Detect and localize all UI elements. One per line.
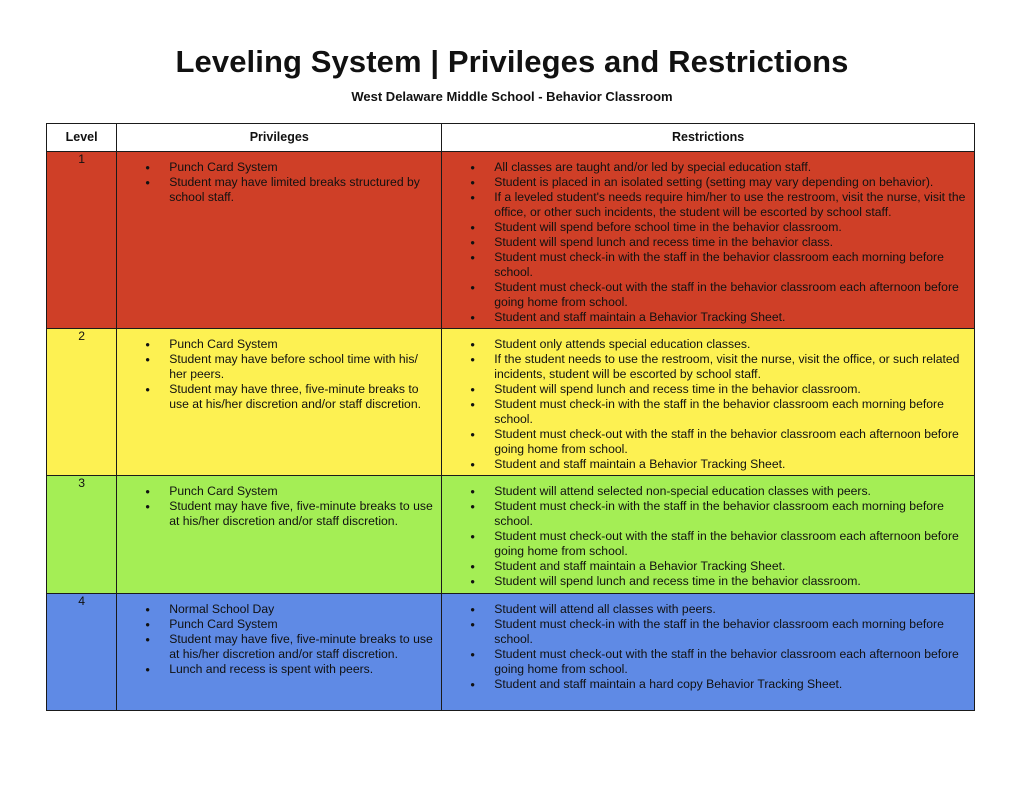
restriction-item: ● Student and staff maintain a Behavior Tracking Sheet. — [442, 457, 970, 472]
restriction-item: ● Student must check-in with the staff in the behavior classroom each morning before school. — [442, 499, 970, 529]
restriction-item: ● Student must check-in with the staff in the behavior classroom each morning before school. — [442, 617, 970, 647]
leveling-table — [46, 123, 975, 711]
restriction-item: ● Student will attend all classes with peers. — [442, 602, 970, 617]
privileges-list — [117, 476, 441, 529]
page-title: Leveling System | Privileges and Restrictions — [175, 44, 849, 79]
privilege-item: ● Student may have three, five-minute breaks to use at his/her discretion and/or staff discretion. — [117, 382, 437, 412]
column-header-privileges: Privileges — [117, 124, 442, 152]
table-row — [47, 594, 975, 711]
level-number: 2 — [47, 329, 117, 476]
table-row — [47, 476, 975, 594]
restrictions-cell — [442, 594, 975, 711]
restriction-item: ● Student only attends special education classes. — [442, 337, 970, 352]
privilege-item: ● Punch Card System — [117, 617, 437, 632]
restrictions-cell — [442, 329, 975, 476]
privileges-cell — [117, 329, 442, 476]
restrictions-list — [442, 594, 974, 692]
column-header-restrictions: Restrictions — [442, 124, 975, 152]
privilege-item: ● Lunch and recess is spent with peers. — [117, 662, 437, 677]
restriction-item: ● Student must check-out with the staff in the behavior classroom each afternoon before going home from school. — [442, 529, 970, 559]
restrictions-list — [442, 476, 974, 589]
restriction-item: ● Student will spend lunch and recess time in the behavior classroom. — [442, 574, 970, 589]
restrictions-cell — [442, 476, 975, 594]
restriction-item: ● Student and staff maintain a Behavior Tracking Sheet. — [442, 310, 970, 325]
level-number: 3 — [47, 476, 117, 594]
restriction-item: ● Student is placed in an isolated setting (setting may vary depending on behavior). — [442, 175, 970, 190]
privileges-cell — [117, 476, 442, 594]
restrictions-list — [442, 152, 974, 325]
privilege-item: ● Punch Card System — [117, 160, 437, 175]
restriction-item: ● Student must check-out with the staff in the behavior classroom each afternoon before going home from school. — [442, 647, 970, 677]
restrictions-cell — [442, 152, 975, 329]
privilege-item: ● Student may have limited breaks structured by school staff. — [117, 175, 437, 205]
restriction-item: ● Student must check-out with the staff in the behavior classroom each afternoon before going home from school. — [442, 280, 970, 310]
restriction-item: ● If a leveled student's needs require him/her to use the restroom, visit the nurse, visit the office, or other such incidents, the student will be escorted by school staff. — [442, 190, 970, 220]
restriction-item: ● Student will spend lunch and recess time in the behavior classroom. — [442, 382, 970, 397]
restriction-item: ● Student and staff maintain a hard copy Behavior Tracking Sheet. — [442, 677, 970, 692]
privileges-list — [117, 152, 441, 205]
level-number: 1 — [47, 152, 117, 329]
privilege-item: ● Student may have before school time with his/ her peers. — [117, 352, 437, 382]
restriction-item: ● Student will spend before school time in the behavior classroom. — [442, 220, 970, 235]
restriction-item: ● Student will attend selected non-special education classes with peers. — [442, 484, 970, 499]
table-row — [47, 329, 975, 476]
restriction-item: ● Student must check-out with the staff in the behavior classroom each afternoon before going home from school. — [442, 427, 970, 457]
privilege-item: ● Normal School Day — [117, 602, 437, 617]
privilege-item: ● Punch Card System — [117, 484, 437, 499]
table-header-row — [47, 124, 975, 152]
restrictions-list — [442, 329, 974, 472]
column-header-level: Level — [47, 124, 117, 152]
page-subtitle: West Delaware Middle School - Behavior Classroom — [351, 89, 673, 104]
restriction-item: ● Student will spend lunch and recess time in the behavior class. — [442, 235, 970, 250]
privileges-cell — [117, 594, 442, 711]
privileges-cell — [117, 152, 442, 329]
privilege-item: ● Punch Card System — [117, 337, 437, 352]
level-number: 4 — [47, 594, 117, 711]
restriction-item: ● Student must check-in with the staff in the behavior classroom each morning before school. — [442, 250, 970, 280]
restriction-item: ● Student must check-in with the staff in the behavior classroom each morning before school. — [442, 397, 970, 427]
restriction-item: ● Student and staff maintain a Behavior Tracking Sheet. — [442, 559, 970, 574]
privileges-list — [117, 329, 441, 412]
restriction-item: ● All classes are taught and/or led by special education staff. — [442, 160, 970, 175]
privileges-list — [117, 594, 441, 677]
privilege-item: ● Student may have five, five-minute breaks to use at his/her discretion and/or staff discretion. — [117, 499, 437, 529]
table-body — [47, 152, 975, 711]
restriction-item: ● If the student needs to use the restroom, visit the nurse, visit the office, or such related incidents, student will be escorted by school staff. — [442, 352, 970, 382]
privilege-item: ● Student may have five, five-minute breaks to use at his/her discretion and/or staff discretion. — [117, 632, 437, 662]
table-row — [47, 152, 975, 329]
